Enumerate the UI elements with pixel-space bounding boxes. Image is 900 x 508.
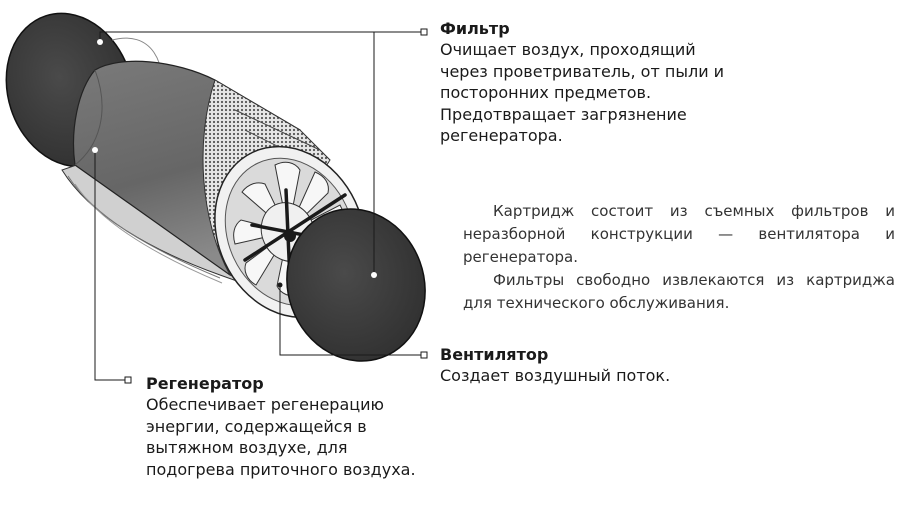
- leader-filter-rear-dot: [97, 39, 103, 45]
- leader-filter-front-dot: [371, 272, 377, 278]
- leader-filter-rear: [100, 32, 425, 42]
- regenerator-callout: [146, 373, 416, 480]
- fan-title: Вентилятор: [440, 345, 549, 364]
- fan-callout: [440, 344, 740, 387]
- leader-regenerator-dot: [92, 147, 98, 153]
- filter-description: Очищает воздух, проходящий через проветриватель, от пыли и посторонних предметов. Предотвращает загрязнение регенератора.: [440, 40, 725, 145]
- regenerator-description: Обеспечивает регенерацию энергии, содержащейся в вытяжном воздухе, для подогрева приточного воздуха.: [146, 395, 416, 479]
- filter-title: Фильтр: [440, 19, 510, 38]
- cartridge-note: [463, 200, 895, 315]
- fan-description: Создает воздушный поток.: [440, 366, 671, 385]
- note-paragraph-2: Фильтры свободно извлекаются из картриджа для технического обслуживания.: [463, 271, 895, 312]
- regenerator-title: Регенератор: [146, 374, 264, 393]
- filter-callout: [440, 18, 730, 147]
- note-paragraph-1: Картридж состоит из съемных фильтров и неразборной конструкции — вентилятора и регенератора.: [463, 202, 895, 266]
